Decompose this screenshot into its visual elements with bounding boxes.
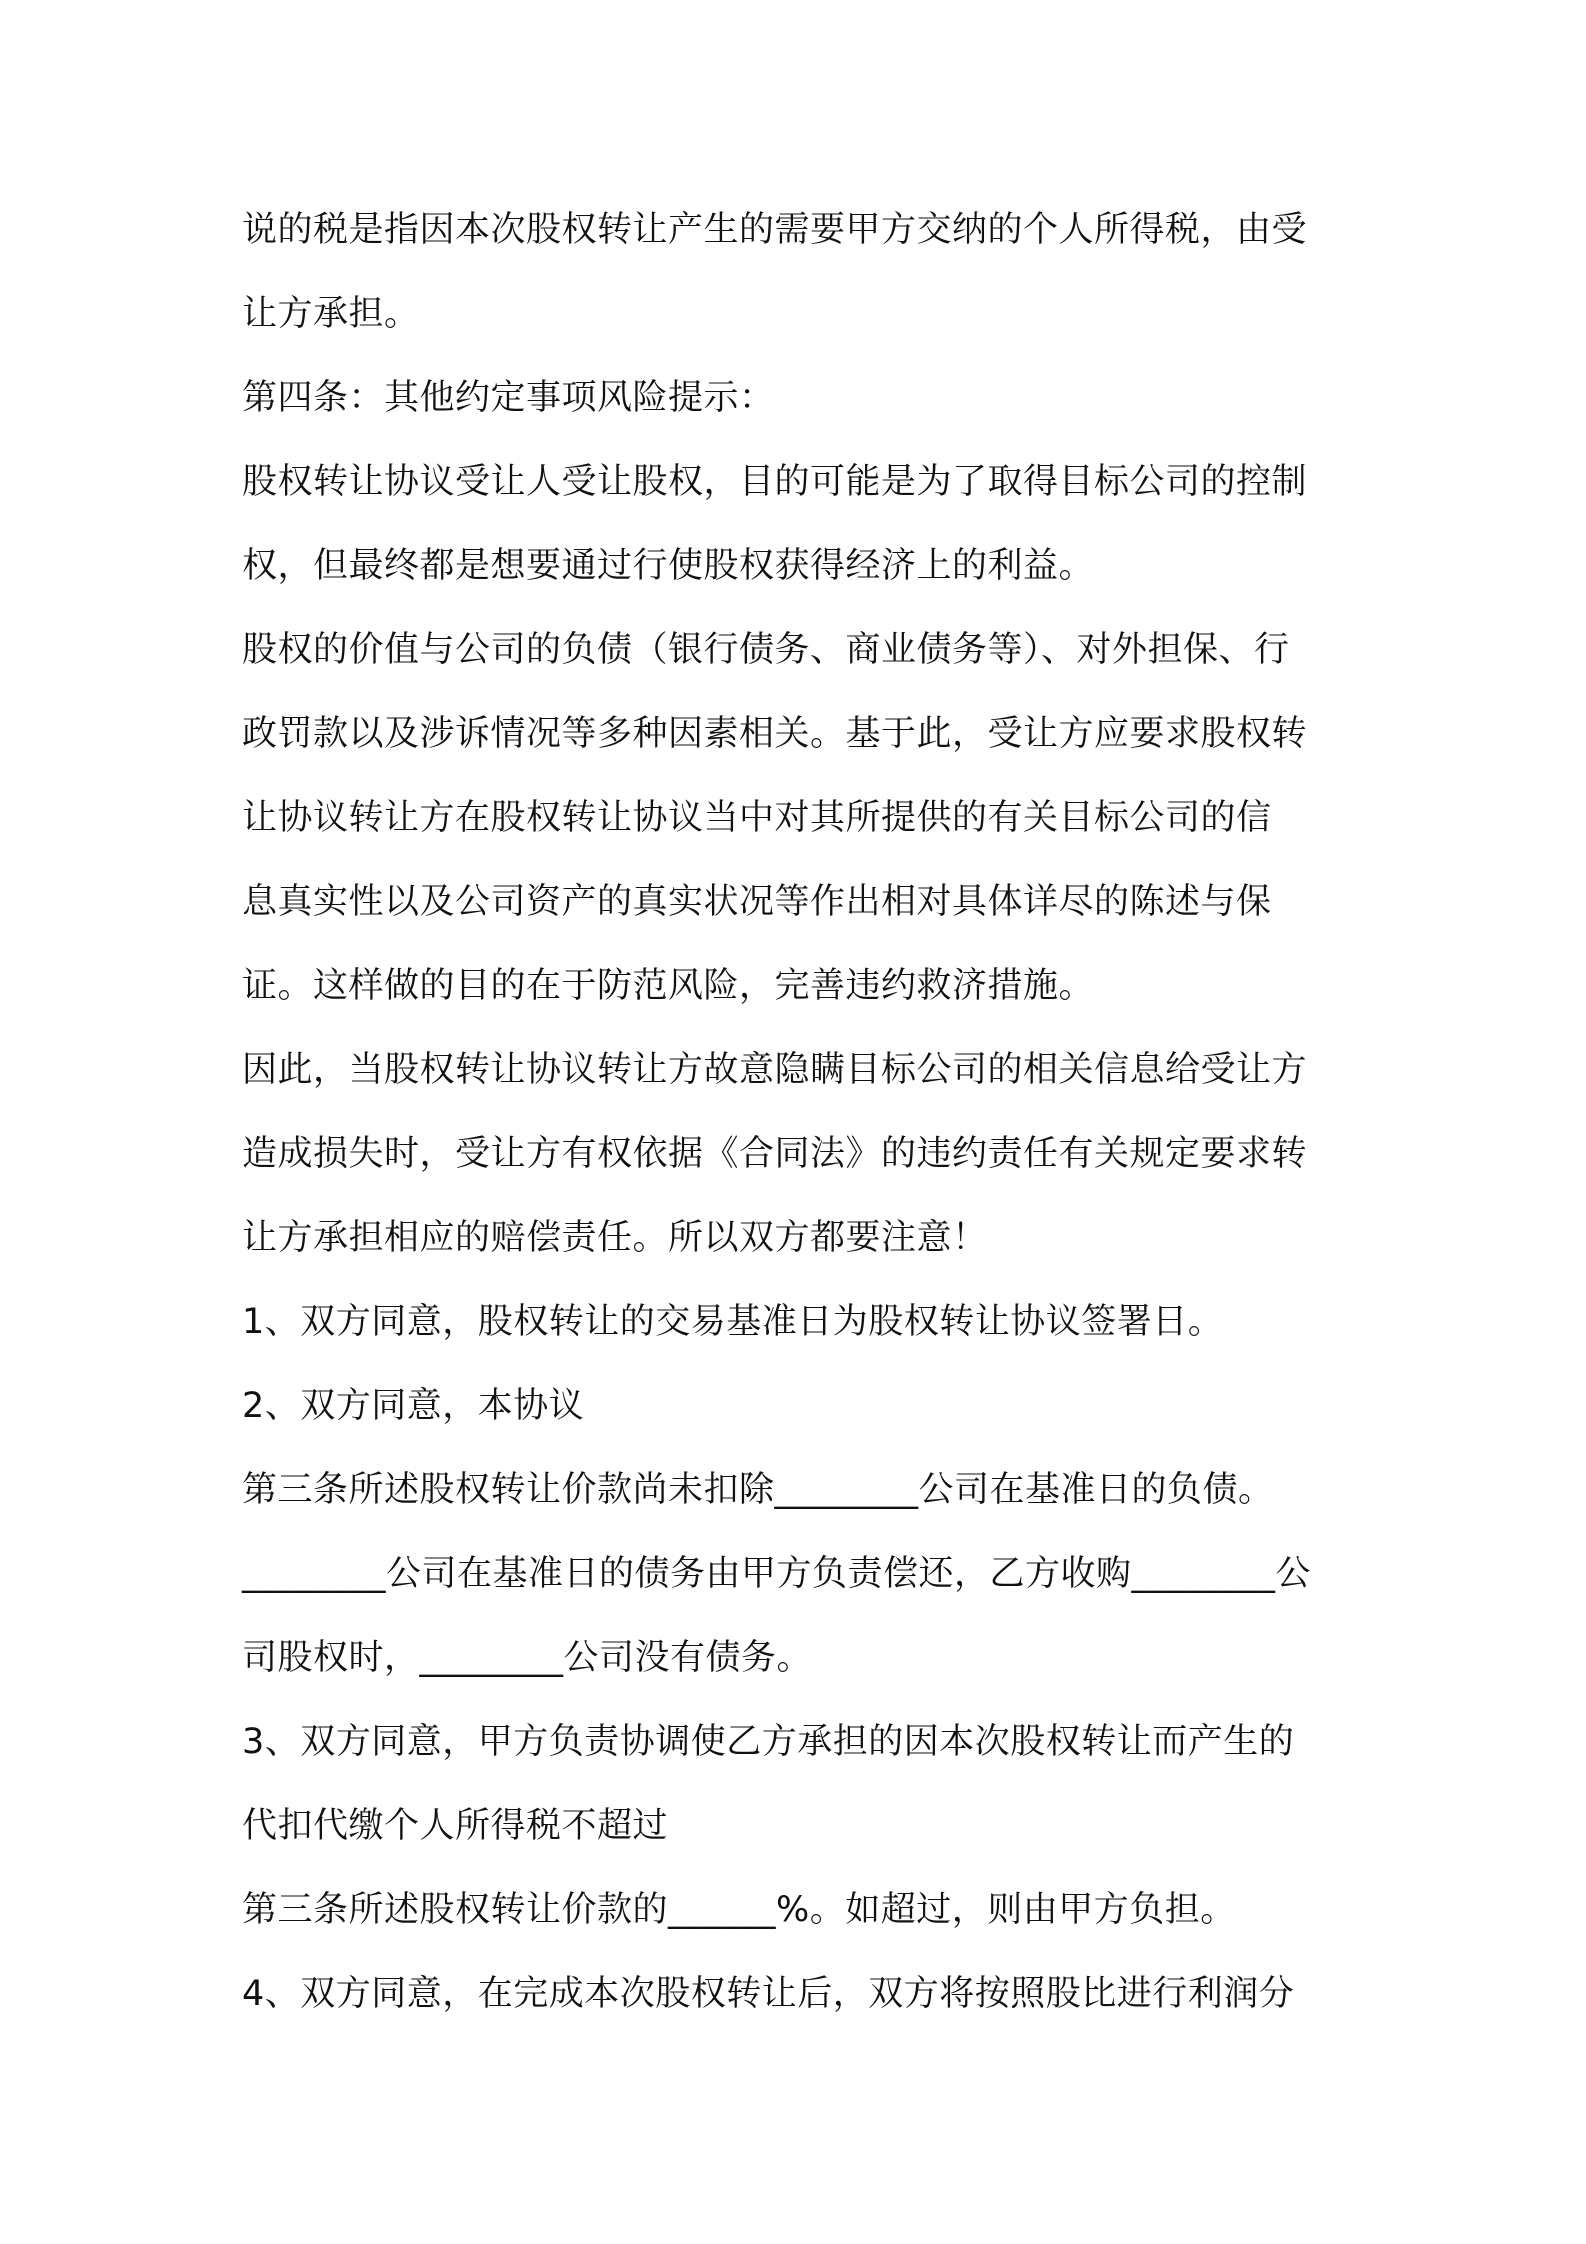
text-line: 息真实性以及公司资产的真实状况等作出相对具体详尽的陈述与保 <box>242 882 1272 922</box>
text-line: 第三条所述股权转让价款的______%。如超过，则由甲方负担。 <box>242 1890 1236 1930</box>
clause-item-1: 1、双方同意，股权转让的交易基准日为股权转让协议签署日。 <box>242 1302 1224 1342</box>
text-line: 说的税是指因本次股权转让产生的需要甲方交纳的个人所得税，由受 <box>242 210 1308 250</box>
text-line: 让方承担。 <box>242 294 420 334</box>
section-heading: 第四条：其他约定事项风险提示： <box>242 378 775 418</box>
text-line: 让方承担相应的赔偿责任。所以双方都要注意！ <box>242 1218 988 1258</box>
clause-item-2: 2、双方同意，本协议 <box>242 1386 585 1426</box>
text-line: 第三条所述股权转让价款尚未扣除________公司在基准日的负债。 <box>242 1470 1274 1510</box>
text-line: 代扣代缴个人所得税不超过 <box>242 1806 669 1846</box>
text-line: 权，但最终都是想要通过行使股权获得经济上的利益。 <box>242 546 1095 586</box>
document-body <box>242 188 1362 2036</box>
text-line: 政罚款以及涉诉情况等多种因素相关。基于此，受让方应要求股权转 <box>242 714 1308 754</box>
text-line: 因此，当股权转让协议转让方故意隐瞒目标公司的相关信息给受让方 <box>242 1050 1308 1090</box>
text-line: 股权转让协议受让人受让股权，目的可能是为了取得目标公司的控制 <box>242 462 1308 502</box>
text-line: 证。这样做的目的在于防范风险，完善违约救济措施。 <box>242 966 1095 1006</box>
text-line: 让协议转让方在股权转让协议当中对其所提供的有关目标公司的信 <box>242 798 1272 838</box>
clause-item-4: 4、双方同意，在完成本次股权转让后，双方将按照股比进行利润分 <box>242 1974 1295 2014</box>
text-line: ________公司在基准日的债务由甲方负责偿还，乙方收购________公 <box>242 1554 1312 1594</box>
text-line: 造成损失时，受让方有权依据《合同法》的违约责任有关规定要求转 <box>242 1134 1308 1174</box>
clause-item-3: 3、双方同意，甲方负责协调使乙方承担的因本次股权转让而产生的 <box>242 1722 1295 1762</box>
text-line: 司股权时，________公司没有债务。 <box>242 1638 813 1678</box>
text-line: 股权的价值与公司的负债（银行债务、商业债务等）、对外担保、行 <box>242 630 1290 670</box>
